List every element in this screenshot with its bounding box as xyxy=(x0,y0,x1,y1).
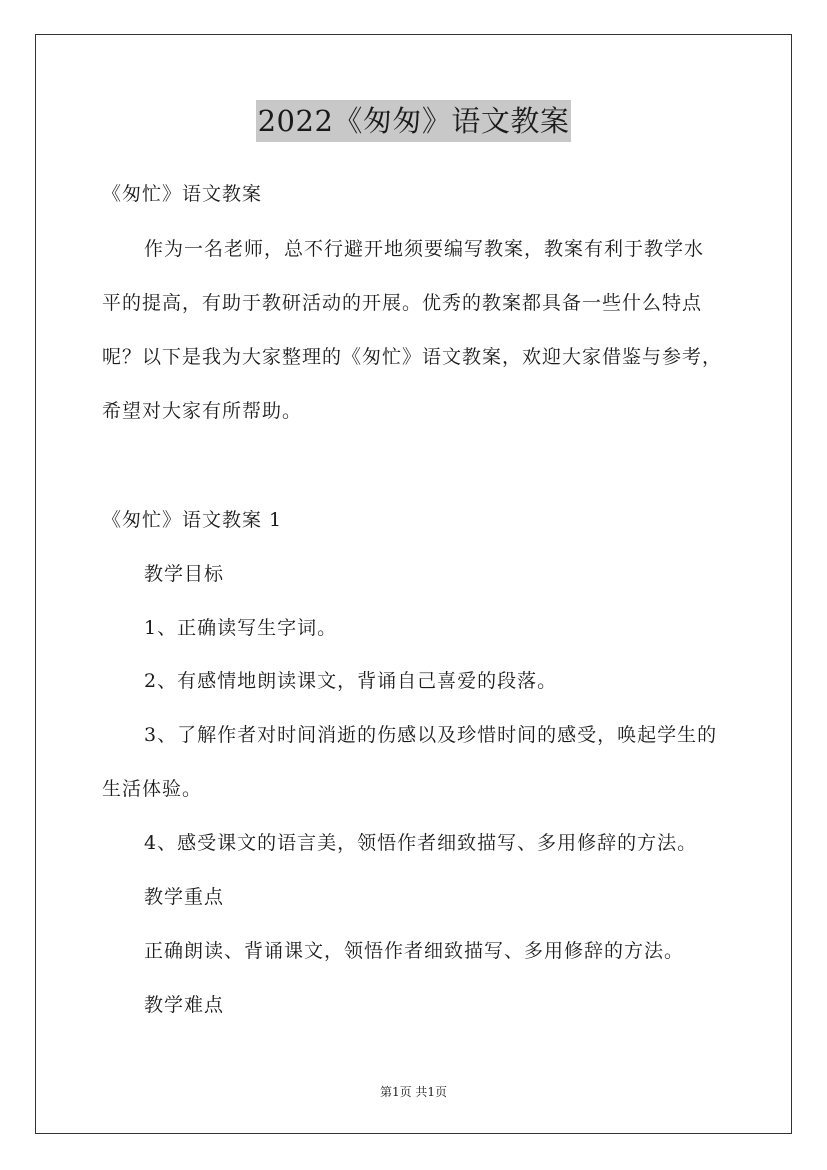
section-heading: 《匆忙》语文教案 xyxy=(102,183,263,205)
intro-line-1: 作为一名老师，总不行避开地须要编写教案，教案有利于教学水 xyxy=(144,238,705,260)
plan-heading: 《匆忙》语文教案 1 xyxy=(102,509,283,531)
intro-line-3: 呢？以下是我为大家整理的《匆忙》语文教案，欢迎大家借鉴与参考， xyxy=(102,346,723,368)
goal-item-2: 2、有感情地朗读课文，背诵自己喜爱的段落。 xyxy=(144,670,558,692)
document-title xyxy=(0,100,827,142)
goals-heading: 教学目标 xyxy=(144,563,225,585)
page-footer: 第1页 共1页 xyxy=(379,1085,448,1099)
goal-item-3: 3、了解作者对时间消逝的伤感以及珍惜时间的感受，唤起学生的 xyxy=(144,724,718,746)
goal-item-3-continued: 生活体验。 xyxy=(102,778,203,800)
goal-item-1: 1、正确读写生字词。 xyxy=(144,617,338,639)
goal-item-4: 4、感受课文的语言美，领悟作者细致描写、多用修辞的方法。 xyxy=(144,832,698,854)
intro-line-4: 希望对大家有所帮助。 xyxy=(102,400,303,422)
document-title-text: 2022《匆匆》语文教案 xyxy=(256,100,572,142)
difficulties-heading: 教学难点 xyxy=(144,994,225,1016)
key-points-heading: 教学重点 xyxy=(144,886,225,908)
intro-line-2: 平的提高，有助于教研活动的开展。优秀的教案都具备一些什么特点 xyxy=(102,292,703,314)
key-points-text: 正确朗读、背诵课文，领悟作者细致描写、多用修辞的方法。 xyxy=(144,940,685,962)
